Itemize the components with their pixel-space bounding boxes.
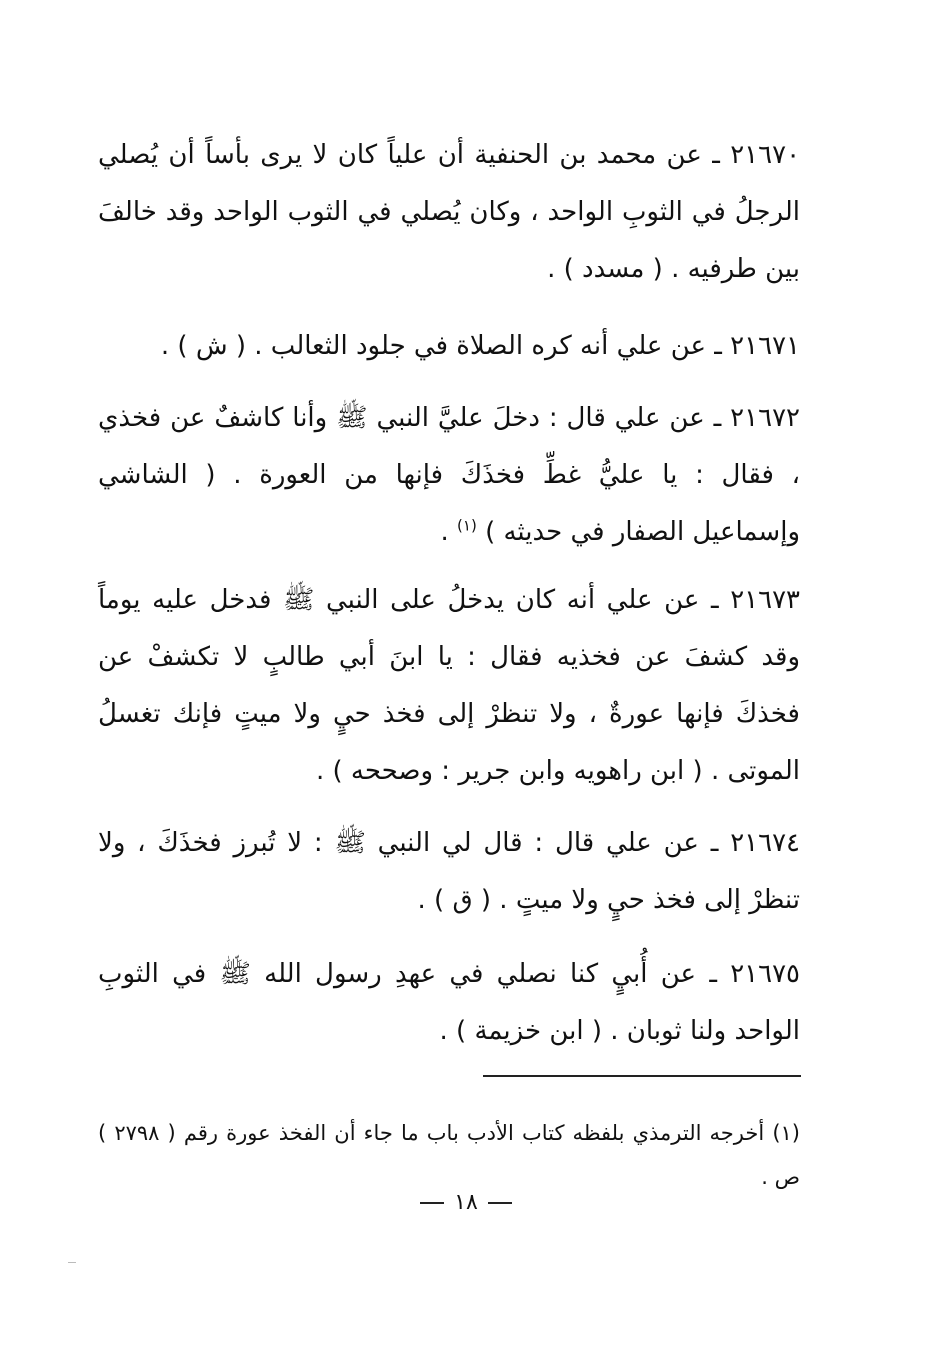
scan-speck	[68, 1262, 76, 1263]
hadith-number: ٢١٦٧٤	[730, 828, 801, 858]
hadith-text: عن أُبيٍ كنا نصلي في عهدِ رسول الله ﷺ في الثوبِ الواحد ولنا ثوبان . ( ابن خزيمة ) .	[98, 959, 800, 1046]
hadith-entry	[98, 946, 800, 1060]
hadith-entry	[98, 318, 800, 375]
hadith-number: ٢١٦٧٣	[730, 585, 801, 615]
hadith-number: ٢١٦٧٠	[730, 140, 801, 170]
hadith-text-end: .	[440, 517, 458, 547]
hadith-entry	[98, 815, 800, 929]
page-number-value: ١٨	[454, 1190, 478, 1215]
hadith-text: عن علي أنه كره الصلاة في جلود الثعالب . ( ش ) .	[160, 331, 707, 361]
hadith-entry	[98, 390, 800, 561]
hadith-number: ٢١٦٧٥	[730, 959, 801, 989]
hadith-number: ٢١٦٧١	[730, 331, 800, 361]
separator: ـ	[713, 403, 722, 433]
hadith-text: عن محمد بن الحنفية أن علياً كان لا يرى بأساً أن يُصلي الرجلُ في الثوبِ الواحد ، وكان يُصلي في الثوب الواحد وقد خالفَ بين طرفيه . ( مسدد ) .	[98, 140, 800, 284]
dash-left	[488, 1202, 512, 1204]
hadith-text: عن علي قال : قال لي النبي ﷺ : لا تُبرز فخذَكَ ، ولا تنظرْ إلى فخذ حيٍ ولا ميتٍ . ( ق ) .	[98, 828, 800, 915]
dash-right	[420, 1202, 444, 1204]
separator: ـ	[710, 585, 719, 615]
hadith-text: عن علي قال : دخلَ عليَّ النبي ﷺ وأنا كاشفٌ عن فخذي ، فقال : يا عليُّ غطِّ فخذَكَ فإنها من العورة . ( الشاشي وإسماعيل الصفار في حديثه )	[98, 403, 800, 547]
separator: ـ	[709, 959, 717, 989]
page-number	[0, 1190, 932, 1215]
footnote	[98, 1111, 800, 1199]
footnote-divider	[483, 1075, 801, 1077]
footnote-marker: (١)	[457, 516, 477, 535]
hadith-entry	[98, 127, 800, 298]
hadith-entry	[98, 572, 800, 800]
separator: ـ	[710, 828, 719, 858]
hadith-text: عن علي أنه كان يدخلُ على النبي ﷺ فدخل عليه يوماً وقد كشفَ عن فخذيه فقال : يا ابنَ أبي طالبٍ لا تكشفْ عن فخذكَ فإنها عورةٌ ، ولا تنظرْ إلى فخذ حيٍ ولا ميتٍ فإنك تغسلُ الموتى . ( ابن راهويه وابن جرير : وصححه ) .	[98, 585, 800, 786]
footnote-marker: (١)	[772, 1121, 800, 1145]
separator: ـ	[714, 331, 722, 361]
hadith-number: ٢١٦٧٢	[730, 403, 800, 433]
footnote-text: أخرجه الترمذي بلفظه كتاب الأدب باب ما جاء أن الفخذ عورة رقم ( ٢٧٩٨ ) ص .	[98, 1121, 800, 1189]
separator: ـ	[712, 140, 720, 170]
